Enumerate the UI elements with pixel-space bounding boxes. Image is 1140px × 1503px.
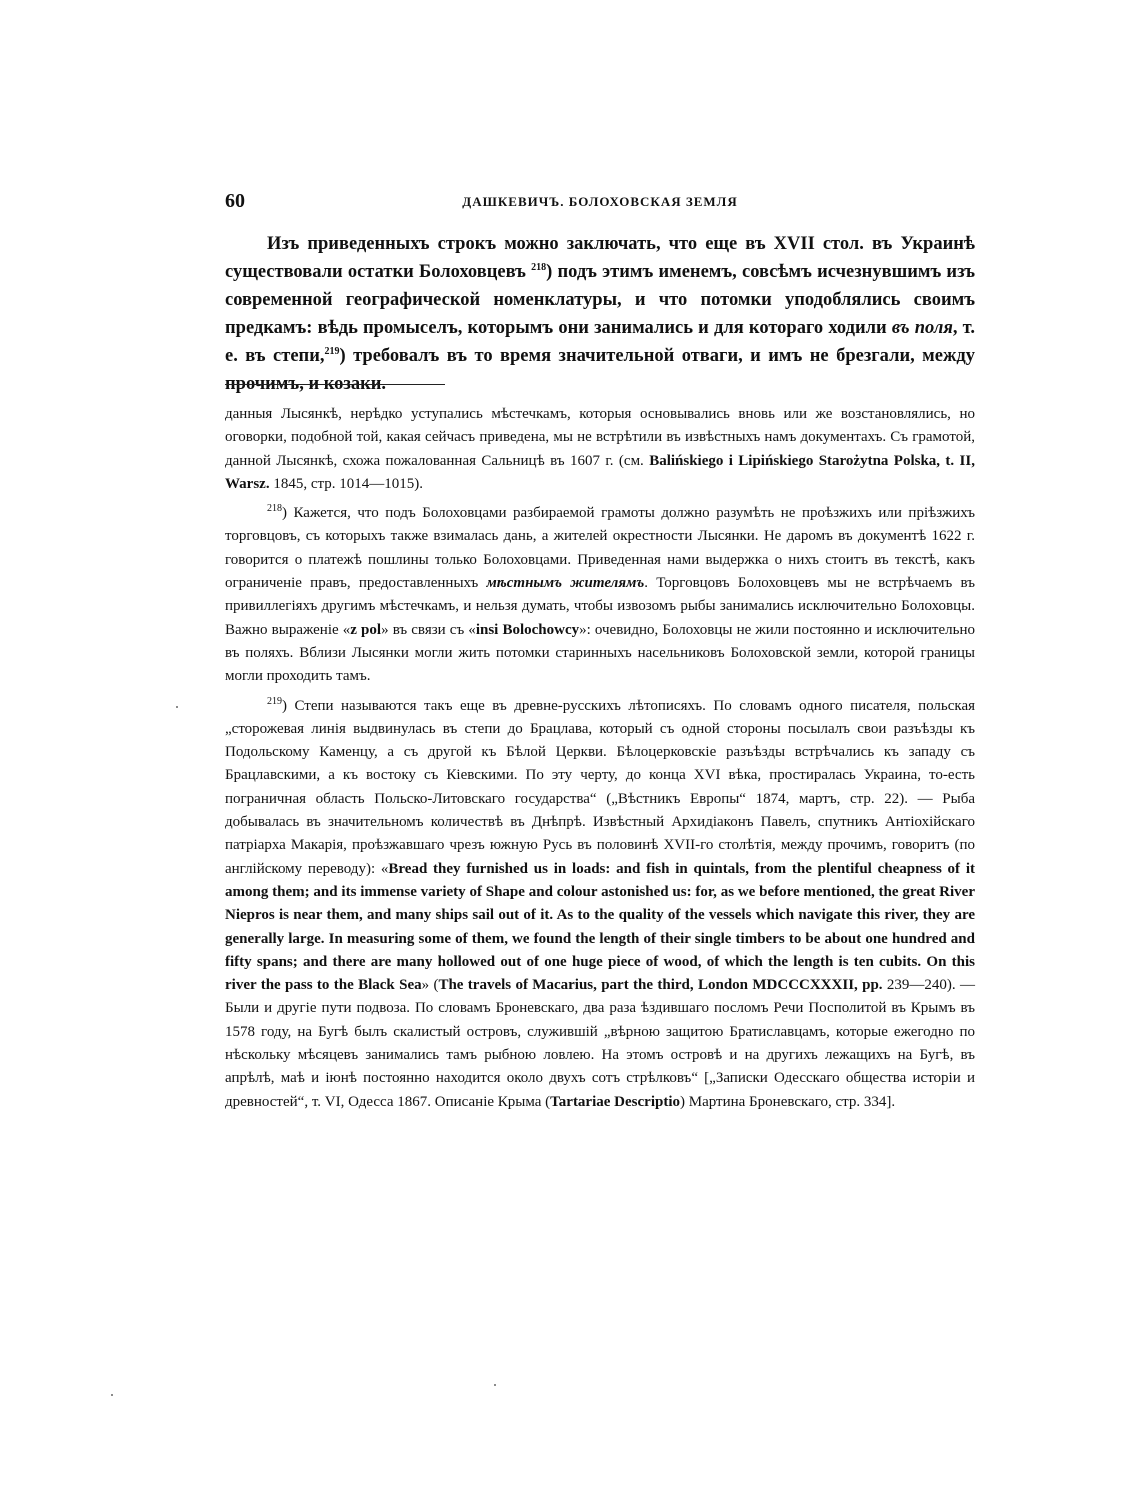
- text-run: » (: [421, 977, 439, 994]
- text-run: ) Мартина Броневскаго, стр. 334].: [680, 1093, 896, 1110]
- footnote-218: [225, 502, 975, 688]
- latin-phrase: z pol: [350, 621, 382, 638]
- text-run: данныя Лысянкѣ, нерѣдко уступались мѣстечкамъ, которыя основывались вновь или же возстановлялись, но оговорки, подобной той, какая сейчасъ приведена, мы не встрѣтили въ извѣстныхъ намъ документахъ. Съ грамотой, данной Лысянкѣ, схожа пожалованная Сальницѣ въ 1607 г. (см.: [225, 406, 975, 469]
- text-run: , т. е. въ степи,: [225, 318, 975, 366]
- scan-speck: [176, 706, 178, 708]
- text-run: 239—240). — Были и другіе пути подвоза. По словамъ Броневскаго, два раза ѣздившаго посломъ Речи Посполитой въ Крымъ въ 1578 году, на Бугѣ былъ скалистый островъ, служившій „вѣрною защитою Братиславцамъ, которые ежегодно по нѣскольку мѣсяцевъ занимались тамъ рыбною ловлею. На этомъ островѣ и на другихъ лежащихъ на Бугѣ, въ апрѣлѣ, маѣ и іюнѣ постоянно находится около двухъ сотъ стрѣлковъ“ [„Записки Одесскаго общества исторіи и древностей“, т. VI, Одесса 1867. Описаніе Крыма (: [225, 977, 975, 1110]
- english-citation: The travels of Macarius, part the third, London MDCCCXXXII, pp.: [438, 977, 883, 994]
- text-run: ) Степи называются такъ еще въ древне-русскихъ лѣтописяхъ. По словамъ одного писателя, польская „сторожевая линія выдвинулась въ степи до Брацлава, который съ одной стороны посылалъ свои разъѣзды къ Подольскому Каменцу, а съ другой къ Бѣлой Церкви. Бѣлоцерковскіе разъѣзды встрѣчались къ западу съ Брацлавскими, а къ востоку съ Кіевскими. По эту черту, до конца XVI вѣка, простиралась Украина, то-есть пограничная область Польско-Литовскаго государства“ („Вѣстникъ Европы“ 1874, мартъ, стр. 22). — Рыба добывалась въ значительномъ количествѣ въ Днѣпрѣ. Извѣстный Архидіаконъ Павелъ, спутникъ Антіохійскаго патріарха Макарія, проѣзжавшаго чрезъ южную Русь въ половинѣ XVII-го столѣтія, между прочимъ, говоритъ (по англійскому переводу): «: [225, 697, 975, 877]
- latin-citation: Balińskiego i Lipińskiego Starożytna Polska, t. II, Warsz.: [225, 452, 975, 492]
- page-number: 60: [225, 190, 245, 212]
- text-run: 1845, стр. 1014—1015).: [269, 475, 423, 492]
- text-run: » въ связи съ «: [381, 621, 476, 638]
- text-run: ) подъ этимъ именемъ, совсѣмъ исчезнувшимъ изъ современной географической номенклатуры, и что потомки уподоблялись своимъ предкамъ: вѣдь промыселъ, которымъ они занимались и для котораго ходили: [225, 262, 975, 338]
- page-header: [225, 190, 975, 214]
- scan-speck: [494, 1384, 496, 1386]
- text-run: . Торговцовъ Болоховцевъ мы не встрѣчаемъ въ привиллегіяхъ другимъ мѣстечкамъ, и нельзя думать, чтобы извозомъ рыбы занимались исключительно Болоховцы. Важно выраженіе «: [225, 575, 975, 638]
- scan-speck: [111, 1394, 113, 1396]
- footnote-219: [225, 695, 975, 1114]
- footnotes: [225, 403, 975, 1114]
- text-run: ) Кажется, что подъ Болоховцами разбираемой грамоты должно разумѣть не проѣзжихъ или пріѣзжихъ торговцовъ, съ которыхъ также взималась дань, а жителей окрестности Лысянки. Не даромъ въ документѣ 1622 г. говорится о платежѣ пошлины только Болоховцами. Приведенная нами выдержка о нихъ стоитъ въ текстѣ, какъ ограниченіе правъ, предоставленныхъ: [225, 505, 975, 592]
- italic-phrase: въ поля: [891, 318, 953, 338]
- footnote-ref-219: 219: [324, 345, 340, 357]
- italic-phrase: мѣстнымъ жителямъ: [486, 575, 645, 592]
- main-paragraph: [225, 230, 975, 398]
- text-run: »: очевидно, Болоховцы не жили постоянно и исключительно въ поляхъ. Вблизи Лысянки могли жить потомки старинныхъ насельниковъ Болоховской земли, которой границы могли проходить тамъ.: [225, 621, 975, 685]
- latin-citation: Tartariae Descriptio: [550, 1093, 680, 1110]
- main-text: [225, 230, 975, 398]
- footnote-separator: [225, 384, 445, 385]
- running-head: ДАШКЕВИЧЪ. БОЛОХОВСКАЯ ЗЕМЛЯ: [462, 194, 738, 209]
- text-run: Изъ приведенныхъ строкъ можно заключать, что еще въ XVII стол. въ Украинѣ существовали остатки Болоховцевъ: [225, 234, 975, 282]
- english-quotation: Bread they furnished us in loads: and fish in quintals, from the plentiful cheapness of it among them; and its immense variety of Shape and colour astonished us: for, as we before mentioned, the great River Niepros is near them, and many ships sail out of it. As to the quality of the vessels which navigate this river, they are generally large. In measuring some of them, we found the length of their single timbers to be about one hundred and fifty spans; and there are many hollowed out of one huge piece of wood, of which the length is ten cubits. On this river the pass to the Black Sea: [225, 860, 975, 994]
- text-run: ) требовалъ въ то время значительной отваги, и имъ не брезгали, между прочимъ, и козаки.: [225, 346, 976, 394]
- footnote-number: 219: [267, 695, 282, 707]
- footnote-continuation: [225, 403, 975, 496]
- footnote-ref-218: 218: [531, 261, 547, 273]
- latin-phrase: insi Bolochowcy: [475, 621, 580, 638]
- footnote-number: 218: [267, 503, 282, 515]
